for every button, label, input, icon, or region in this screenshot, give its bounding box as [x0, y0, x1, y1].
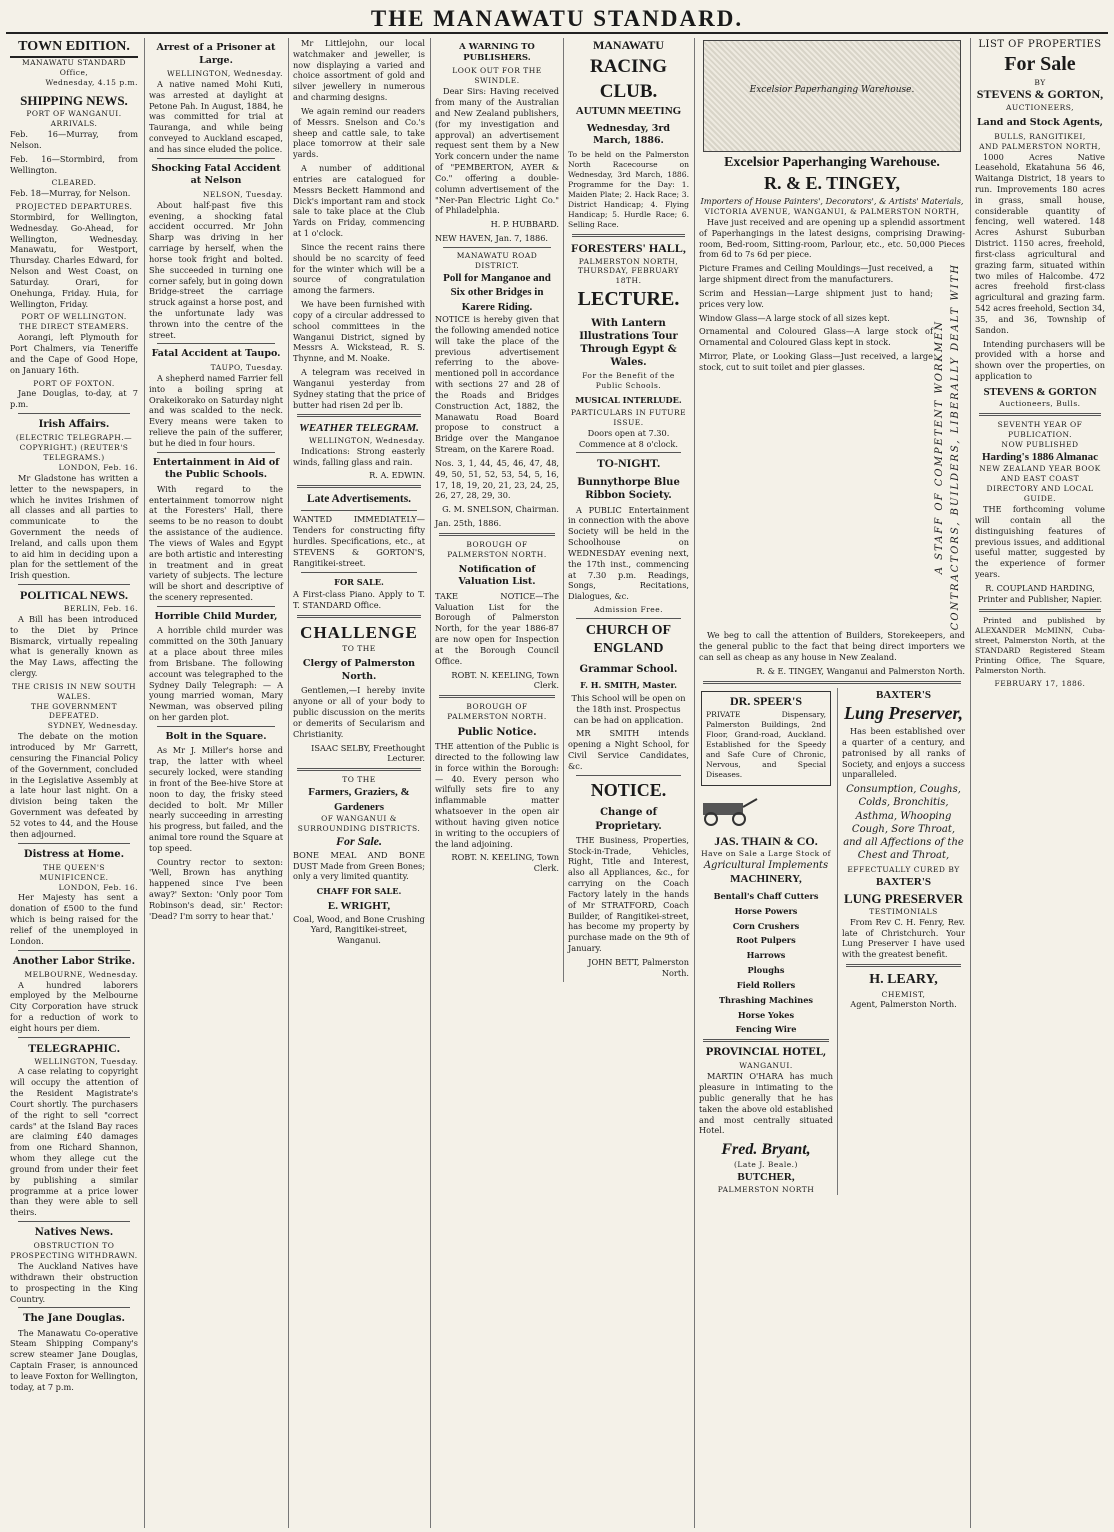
divider — [18, 413, 130, 414]
leary-agent: Agent, Palmerston North. — [850, 999, 957, 1010]
ribbon-heading: Bunnythorpe Blue Ribbon Society. — [577, 477, 680, 502]
divider — [576, 618, 681, 619]
port-wellington: PORT OF WELLINGTON. — [21, 312, 127, 322]
east-coast: AND EAST COAST DIRECTORY AND LOCAL GUIDE. — [986, 474, 1094, 504]
item-crushers: Corn Crushers — [732, 920, 800, 931]
taupo-heading: Fatal Accident at Taupo. — [151, 348, 281, 360]
irish-text: Mr Gladstone has written a letter to the newspapers, in which he invites Irishmen of all classes and all parties to communicate to the Government the needs of Ireland, and calls upon them to aid him in deciding upon a plan for the settlement of the Irish question. — [10, 472, 138, 581]
local-news: A number of additional entries are catalogued for Messrs Beckett Hammond and Dick's important ram and stock sale to take place at the Club Yards on Friday, commencing at 1 o'clock. — [293, 163, 425, 239]
divider — [18, 1037, 130, 1038]
strike-place: MELBOURNE, Wednesday. — [24, 969, 138, 979]
projected-text: Stormbird, for Wellington, Wednesday. Go-Ahead, for Wellington, Wednesday. Manawatu, for Westport, Thursday. Charles Edward, for Nelson and West Coast, on Saturday. Orari, for Onehunga, Friday. Huia, for Wellington, Friday. — [10, 212, 138, 309]
excelsior-heading: Excelsior Paperhanging Warehouse. — [724, 155, 940, 170]
column-2 — [144, 38, 287, 1528]
shocking-text: About half-past five this evening, a shocking fatal accident occurred. Mr John Sharp was driving in her carriage by herself, when the horse took fright and bolted. She succeeded in turning one corner safely, but in going down Bridge-street the carriage struck against a horse post, and the unfortunate lady was thrown into the centre of the street. — [149, 199, 283, 340]
office-line: MANAWATU STANDARD Office, — [21, 58, 127, 78]
list-heading: LIST OF PROPERTIES — [978, 39, 1102, 50]
weather-place: WELLINGTON, Wednesday. — [308, 435, 425, 445]
weather-text: Indications: Strong easterly winds, falling glass and rain. — [293, 445, 425, 467]
butcher-heading: BUTCHER, — [737, 1171, 795, 1184]
borough-heading: BOROUGH OF PALMERSTON NORTH. — [447, 539, 547, 559]
shocking-heading: Shocking Fatal Accident at Nelson — [151, 162, 281, 187]
divider — [979, 413, 1101, 416]
challenge-sub: Clergy of Palmerston North. — [302, 658, 416, 682]
now-published: NOW PUBLISHED — [1001, 440, 1079, 450]
tingey-goods — [699, 263, 933, 630]
entertainment-text: With regard to the entertainment tomorrow night at the Foresters' Hall, there seems to be no reason to doubt the assistance of the audience. The views of Wales and Egypt are both artistic and interesting in treatment and in great variety of subjects. The lecture will be short and descriptive of the scenery represented. — [149, 483, 283, 603]
provincial-text: MARTIN O'HARA has much pleasure in intimating to the public generally that he has taken the above old established and most centrally situated Hotel. — [699, 1071, 833, 1136]
newspaper-title: THE MANAWATU STANDARD. — [370, 6, 744, 31]
change-sign: JOHN BETT, Palmerston North. — [588, 956, 689, 978]
nz-year-book: NEW ZEALAND YEAR BOOK — [979, 464, 1101, 474]
irish-byline: (ELECTRIC TELEGRAPH.—COPYRIGHT.) (REUTER'S TELEGRAMS.) — [15, 433, 133, 463]
tingey-thanks: We beg to call the attention of Builders, Storekeepers, and the general public to the fact that being direct importers we can sell as cheap as any house in New Zealand. — [699, 630, 965, 663]
item-bentall: Bentall's Chaff Cutters — [713, 890, 819, 901]
auct2-label: Auctioneers, Bulls. — [999, 399, 1081, 409]
item-rollers: Field Rollers — [736, 979, 796, 990]
tingey-sign: R. & E. TINGEY, Wanganui and Palmerston North. — [756, 665, 965, 676]
chaff-text: Coal, Wood, and Bone Crushing Yard, Rangitikei-street, Wanganui. — [293, 913, 425, 946]
farmers-sale: For Sale. — [335, 833, 382, 848]
interlude: MUSICAL INTERLUDE. — [575, 395, 682, 406]
item-horse-powers: Horse Powers — [734, 905, 798, 916]
almanac-text: THE forthcoming volume will contain all the distinguishing features of previous issues, and additional useful matter, suggested by the experience of former years. — [975, 504, 1105, 580]
bryant-late: (Late J. Beale.) — [734, 1160, 798, 1170]
divider — [18, 584, 130, 585]
port-wanganui: PORT OF WANGANUI. — [26, 109, 122, 119]
divider — [157, 606, 275, 607]
shocking-place: NELSON, Tuesday. — [202, 189, 283, 199]
warning-sign: H. P. HUBBARD. — [490, 219, 559, 230]
engraving-caption: Excelsior Paperhanging Warehouse. — [749, 85, 915, 95]
testimonials-heading: TESTIMONIALS — [869, 906, 938, 916]
racing-title-2: RACING CLUB. — [589, 55, 668, 102]
public-sign: ROBT. N. KEELING, Town Clerk. — [451, 852, 559, 874]
native-sub: OBSTRUCTION TO PROSPECTING WITHDRAWN. — [10, 1241, 138, 1261]
divider — [846, 964, 961, 967]
arrival-line: Feb. 16—Murray, from Nelson. — [10, 129, 138, 150]
provincial-place: WANGANUI. — [739, 1061, 793, 1071]
borough2-heading: BOROUGH OF PALMERSTON NORTH. — [447, 702, 547, 722]
item-ploughs: Ploughs — [747, 965, 785, 976]
speer-ad — [701, 691, 831, 786]
property-list: 1000 Acres Native Leasehold, Ekatahuna 56 46, Waitanga District, 18 years to run. Improvements 180 acres in grass, small house, considerable quantity of fencing, well watered. 148 Acres Ashurst Suburban District. 1150 acres, freehold, first-class agricultural and grazing farm, situated within two miles of Halcombe. 472 acres freehold first-class agricultural and grazing farm. 542 acres freehold, Section 34, 35, and 36, Township of Sandon. — [975, 151, 1105, 335]
cleared-line: Feb. 18—Murray, for Nelson. — [10, 188, 131, 199]
road-heading: MANAWATU ROAD DISTRICT. — [456, 250, 538, 270]
native-heading: Natives News. — [34, 1227, 114, 1239]
harding-heading: Harding's 1886 Almanac — [981, 450, 1099, 463]
public-text: THE attention of the Public is directed to the following law in force within the Borough:— 40. Every person who wilfully sets fire to any inflammable matter whatsoever in the open air without having given notice in writing to the occupiers of the land adjoining. — [435, 741, 559, 849]
divider — [572, 234, 685, 237]
coupland-name: R. COUPLAND HARDING, — [985, 582, 1095, 593]
warning-heading: A WARNING TO PUBLISHERS. — [459, 42, 535, 64]
item-pulpers: Root Pulpers — [736, 935, 796, 946]
horrible-heading: Horrible Child Murder, — [154, 610, 278, 622]
warning-date: NEW HAVEN, Jan. 7, 1886. — [435, 232, 549, 243]
local-news: We again remind our readers of Messrs. Snelson and Co.'s sheep and cattle sale, to take place tomorrow at their sale yards. — [293, 105, 425, 160]
valuation-sign: ROBT. N. KEELING, Town Clerk. — [451, 669, 559, 691]
taupo-text: A shepherd named Farrier fell into a boiling spring at Orakeikorako on Saturday night and was scalded to the neck. Every means were taken to relieve the pain of the sufferer, but he died in four hours. — [149, 372, 283, 448]
warning-block — [431, 38, 564, 982]
port-foxton: PORT OF FOXTON. — [33, 378, 115, 388]
strike-text: A hundred laborers employed by the Melbourne City Corporation have struck for a reduction of work to eight hours per diem. — [10, 979, 138, 1033]
masthead-rule — [6, 32, 1108, 34]
weather-sign: R. A. EDWIN. — [369, 470, 425, 481]
change-heading: Change of Proprietary. — [595, 807, 662, 832]
divider — [297, 615, 421, 618]
lung-text: Has been established over a quarter of a century, and patronised by all ranks of Society, and enjoys a success unparalleled. — [842, 726, 965, 780]
testimonials-text: From Rev C. H. Fenry, Rev. late of Christchurch. Your Lung Preserver I have used with the greatest benefit. — [842, 916, 965, 960]
item-harrows: Harrows — [746, 950, 786, 961]
land-agents: Land and Stock Agents, — [977, 117, 1103, 129]
tonight-heading: TO-NIGHT. — [596, 456, 661, 471]
divider — [157, 452, 275, 453]
speer-heading: DR. SPEER'S — [729, 693, 803, 708]
poll-text: NOTICE is hereby given that the following amended notice will take the place of the previous advertisement referring to the above-mentioned poll in accordance with sections 27 and 28 of the Roads and Bridges Construction Act, 1882, the Manawatu Road Board propose to construct a Bridge over the Manganoe Stream, on the Karere Road. — [435, 314, 559, 455]
divider — [439, 695, 555, 698]
date-line: Wednesday, 4.15 p.m. — [45, 78, 138, 88]
provincial-heading: PROVINCIAL HOTEL, — [705, 1047, 827, 1059]
divider — [576, 452, 681, 453]
admission: Admission Free. — [593, 605, 664, 615]
night-school-text: MR SMITH intends opening a Night School, for Civil Service Candidates, &c. — [568, 728, 689, 771]
auctioneers-label: AUCTIONEERS, — [1005, 103, 1074, 113]
town-edition-heading: TOWN EDITION. — [10, 38, 138, 58]
column-4-top — [431, 38, 693, 982]
lecture-benefit: For the Benefit of the Public Schools. — [582, 371, 675, 391]
divider — [576, 775, 681, 776]
farmers-of: OF WANGANUI & SURROUNDING DISTRICTS. — [297, 814, 421, 834]
column-4 — [430, 38, 693, 1528]
arrival-line: Feb. 16—Stormbird, from Wellington. — [10, 153, 138, 175]
projected-label: PROJECTED DEPARTURES. — [15, 202, 133, 212]
divider — [703, 681, 961, 684]
paperhanging-engraving — [703, 40, 961, 152]
foxton-text: Jane Douglas, to-day, at 7 p.m. — [10, 388, 138, 410]
divider — [157, 343, 275, 344]
chaff-heading: CHAFF FOR SALE. — [316, 886, 402, 897]
divider — [18, 1307, 130, 1308]
particulars: PARTICULARS IN FUTURE ISSUE. — [570, 407, 687, 427]
warning-sub: LOOK OUT FOR THE SWINDLE. — [452, 66, 542, 86]
printer-line: Printer and Publisher, Napier. — [977, 593, 1103, 604]
firm-heading: STEVENS & GORTON, — [976, 87, 1104, 102]
church-heading: CHURCH OF ENGLAND — [585, 622, 672, 657]
racing-block — [564, 38, 693, 982]
goods-mirror: Mirror, Plate, or Looking Glass—Just received, a large stock, cut to suit toilet and pier glasses. — [699, 351, 933, 372]
local-news: A telegram was received in Wanganui yesterday from Sydney stating that the price of butter had risen 2d per lb. — [293, 367, 425, 410]
bulls-label: BULLS, RANGITIKEI, — [994, 131, 1086, 141]
imprint-date: FEBRUARY 17, 1886. — [994, 678, 1086, 688]
valuation-heading: Notification of Valuation List. — [458, 563, 536, 588]
divider — [439, 533, 555, 536]
foresters-sub: PALMERSTON NORTH, — [578, 256, 679, 266]
weather-heading: WEATHER TELEGRAM. — [299, 422, 419, 435]
distress-place: LONDON, Feb. 16. — [58, 882, 138, 892]
jane-text: The Manawatu Co-operative Steam Shipping Company's screw steamer Jane Douglas, Captain Fraser, is announced to leave Foxton for Wellington, today, at 7 p.m. — [10, 1327, 138, 1392]
baxter-block — [838, 688, 965, 1195]
column-3 — [288, 38, 429, 1528]
tingey-heading: R. & E. TINGEY, — [763, 173, 901, 194]
lung-heading: Lung Preserver, — [844, 703, 963, 724]
change-text: THE Business, Properties, Stock-in-Trade, Vehicles, Right, Title and Interest, also all Appliances, &c., for carrying on the Coach Factory lately in the hands of Mr STRATFORD, Coach Builder, of Rangitikei-street, has become my property by purchase made on the 9th of January. — [568, 834, 689, 954]
goods-scrim: Scrim and Hessian—Large shipment just to hand; prices very low. — [699, 287, 933, 309]
divider — [297, 768, 421, 771]
leary-heading: H. LEARY, — [869, 972, 938, 988]
racing-title-1: MANAWATU — [592, 38, 665, 52]
divider — [301, 572, 417, 573]
divider — [297, 485, 421, 488]
divider — [301, 510, 417, 511]
goods-glass: Window Glass—A large stock of all sizes kept. — [699, 312, 890, 323]
column-5 — [694, 38, 969, 1528]
tingey-text: Have just received and are opening up a splendid assortment of Paperhangings in the latest designs, comprising Drawing-room, Bed-room, Sitting-room, Parlour, etc., etc. 50,000 Pieces from 6d to 7s 6d per piece. — [699, 216, 965, 260]
firm2-heading: STEVENS & GORTON — [983, 385, 1097, 398]
poll-heading: Poll for Manganoe and Six other Bridges in Karere Riding. — [443, 271, 551, 313]
arrivals-label: ARRIVALS. — [50, 119, 98, 129]
speer-text: PRIVATE Dispensary, Palmerston Buildings, 2nd Floor, Grand-road, Auckland. Established for the Speedy and Safe Cure of Chronic, Nervous, and Special Diseases. — [706, 709, 826, 779]
thain-heading: JAS. THAIN & CO. — [714, 833, 818, 848]
seventh-year: SEVENTH YEAR OF PUBLICATION. — [997, 420, 1083, 440]
local-news: Since the recent rains there should be no scarcity of feed for the winter which will be a source of congratulation among the farmers. — [293, 241, 425, 296]
item-horse-yokes: Horse Yokes — [737, 1009, 795, 1020]
divider — [157, 158, 275, 159]
goods-frames: Picture Frames and Ceiling Mouldings—Just received, a large shipment direct from the manufacturers. — [699, 263, 933, 285]
shipping-heading: SHIPPING NEWS. — [20, 93, 128, 109]
crisis-heading: THE CRISIS IN NEW SOUTH WALES. — [11, 681, 137, 701]
taupo-place: TAUPO, Tuesday. — [210, 363, 283, 372]
direct-steamers: THE DIRECT STEAMERS. — [19, 322, 129, 332]
divider — [18, 843, 130, 844]
divider — [979, 609, 1101, 612]
crisis-sub: THE GOVERNMENT DEFEATED. — [30, 701, 118, 721]
divider — [703, 1039, 829, 1042]
thain-sub: Have on Sale a Large Stock of — [701, 849, 831, 859]
warning-text: Dear Sirs: Having received from many of the Australian and New Zealand publishers, (for my investigation and approval) an advertisement request sent them by a New York concern under the name of "PEMBERTON, AYER & Co." offering a double-column advertisement of the "Ner-Pan Electric Light Co." of Philadelphia. — [435, 86, 559, 216]
late-ads-heading: Late Advertisements. — [306, 493, 412, 506]
for-sale-heading: For Sale — [1004, 53, 1076, 76]
arrest-heading: Arrest of a Prisoner at Large. — [156, 42, 276, 66]
tele-text: A case relating to copyright will occupy the attention of the Resident Magistrate's Court shortly. The purchasers of the right to sell "correct cards" at the Island Bay races are claiming £40 damages from one Richard Shannon, whom they allege cut the ground from under their feet by publishing a similar programme at a price lower than they were able to sell theirs. — [10, 1066, 138, 1218]
tingey-list — [699, 263, 965, 630]
column-1 — [6, 38, 142, 1528]
church-text: This School will be open on the 18th inst. Prospectus can be had on application. — [571, 692, 686, 725]
tele-place: WELLINGTON, Tuesday. — [34, 1056, 138, 1066]
political-place: BERLIN, Feb. 16. — [63, 603, 138, 613]
page-columns — [6, 38, 1108, 1528]
machinery-heading: MACHINERY, — [730, 873, 802, 886]
challenge-heading: CHALLENGE — [300, 623, 418, 643]
baxter-heading: BAXTER'S — [875, 688, 932, 701]
challenge-sign: ISAAC SELBY, Freethought Lecturer. — [311, 742, 425, 764]
late-ad: WANTED IMMEDIATELY—Tenders for constructing fifty hurdles. Specifications, etc., at STEVENS & GORTON'S, Rangitikei-street. — [293, 514, 425, 568]
lung-pres-heading: LUNG PRESERVER — [843, 890, 964, 906]
column-6 — [970, 38, 1109, 1528]
baxter2-heading: BAXTER'S — [875, 876, 932, 889]
thain-ag: Agricultural Implements — [703, 860, 829, 872]
divider — [18, 1221, 130, 1222]
poll-sign: G. M. SNELSON, Chairman. — [442, 504, 559, 515]
challenge-to: TO THE — [342, 644, 376, 654]
public-heading: Public Notice. — [457, 726, 537, 738]
divider — [443, 247, 551, 248]
telegraphic-heading: TELEGRAPHIC. — [28, 1040, 120, 1055]
poll-nos: Nos. 3, 1, 44, 45, 46, 47, 48, 49, 50, 51, 52, 53, 54, 5, 16, 17, 18, 19, 20, 21, 23, 24, 25, 26, 27, 28, 29, 30. — [435, 457, 559, 501]
imprint-text: Printed and published by ALEXANDER McMINN, Cuba-street, Palmerston North, at the STANDARD Registered Steam Printing Office, The Square, Palmerston North. — [975, 615, 1105, 675]
chemist-label: CHEMIST, — [881, 989, 926, 999]
intending-text: Intending purchasers will be provided with a horse and shown over the properties, on application to — [975, 338, 1105, 382]
challenge-text: Gentlemen,—I hereby invite anyone or all of your body to public discussion on the merits or demerits of Secularism and Christianity. — [293, 685, 425, 739]
irish-place: LONDON, Feb. 16. — [58, 462, 138, 472]
distress-text: Her Majesty has sent a donation of £500 to the fund which is being raised for the relief of the unemployed in London. — [10, 892, 138, 946]
notice-heading: NOTICE. — [590, 779, 667, 800]
distress-sub: THE QUEEN'S MUNIFICENCE. — [39, 862, 109, 882]
foresters-date: THURSDAY, FEBRUARY 18TH. — [577, 266, 680, 286]
native-text: The Auckland Natives have withdrawn their obstruction to prospecting in the King Country. — [10, 1261, 138, 1304]
forsale-text: A First-class Piano. Apply to T. T. STANDARD Office. — [293, 589, 425, 611]
political-text: A Bill has been introduced to the Diet by Prince Bismarck, virtually repealing what is generally known as the May Laws, affecting the clergy. — [10, 613, 138, 678]
strike-heading: Another Labor Strike. — [12, 955, 136, 967]
farmers-text: BONE MEAL AND BONE DUST Made from Green Bones; only a very limited quantity. — [293, 849, 425, 882]
contractors-vertical: CONTRACTORS, BUILDERS, LIBERALLY DEALT WITH — [950, 263, 961, 631]
racing-date: Wednesday, 3rd March, 1886. — [586, 122, 671, 147]
bolt-text: As Mr J. Miller's horse and trap, the latter with wheel securely locked, were standing in front of the Bee-hive Store at noon to day, the frisky steed decided to bolt. Mr Miller nearly succeeding in arresting his progress, but failed, and the animal tore round the Square at top speed. — [149, 745, 284, 853]
importers-line: Importers of House Painters', Decorators', & Artists' Materials, — [700, 196, 964, 207]
item-thrashing: Thrashing Machines — [718, 994, 814, 1005]
master-line: F. H. SMITH, Master. — [580, 680, 677, 691]
farmers-to: TO THE — [342, 775, 376, 785]
forsale-heading: FOR SALE. — [334, 576, 384, 587]
local-news: We have been furnished with copy of a circular addressed to school committees in the Wanganui District, signed by Messrs A. Wickstead, R. S. Thynne, and M. Noake. — [293, 299, 425, 364]
chaff-sign: E. WRIGHT, — [327, 900, 391, 913]
bryant-heading: Fred. Bryant, — [721, 1141, 811, 1159]
arrest-text: A native named Mohi Kuti, was arrested at daylight at Petone Pah. In August, 1884, he was committed for trial at Tauranga, and while being conveyed to Auckland escaped, and has since eluded the police. — [149, 78, 283, 154]
bryant-place: PALMERSTON NORTH — [717, 1184, 815, 1194]
wellington-text: Aorangi, left Plymouth for Port Chalmers, via Teneriffe and the Cape of Good Hope, on January 16th. — [10, 332, 138, 375]
crisis-place: SYDNEY, Wednesday. — [47, 721, 138, 731]
racing-sub: AUTUMN MEETING — [575, 104, 682, 117]
jane-heading: The Jane Douglas. — [23, 1313, 125, 1325]
bolt-heading: Bolt in the Square. — [165, 730, 267, 742]
tingey-address: VICTORIA AVENUE, WANGANUI, & PALMERSTON NORTH, — [704, 207, 960, 217]
lecture-heading: LECTURE. — [577, 288, 680, 311]
divider — [157, 726, 275, 727]
racing-text: To be held on the Palmerston North Racecourse on Wednesday, 3rd March, 1886. Programme for the Day: 1. Maiden Plate; 2. Hack Race; 3. District Handicap; 4. Flying Handicap; 5. Hurdle Race; 6. Selling Race. — [568, 149, 689, 229]
farmers-heading: Farmers, Graziers, & Gardeners — [308, 786, 410, 813]
lecture-sub: With Lantern Illustrations Tour Through Egypt & Wales. — [579, 317, 678, 369]
divider — [18, 950, 130, 951]
consumption-text: Consumption, Coughs, Colds, Bronchitis, Asthma, Whooping Cough, Sore Throat, and all Affections of the Chest and Throat, — [843, 784, 964, 862]
speer-thain-block — [699, 688, 838, 1195]
poll-date: Jan. 25th, 1886. — [435, 518, 502, 529]
country-text: Country rector to sexton: 'Well, Brown has anything happened since I've been away?' Sexton: 'Only poor Tom Robinson's dead, sir.' Rector: 'Dead? I'm sorry to hear that.' — [149, 856, 283, 921]
distress-heading: Distress at Home. — [23, 848, 125, 860]
foresters-heading: FORESTERS' HALL, — [571, 240, 686, 255]
ribbon-text: A PUBLIC Entertainment in connection with the above Society will be held in the Schoolhouse on WEDNESDAY evening next, the 17th inst., commencing at 7.30 p.m. Readings, Songs, Recitations, Dialogues, &c. — [568, 504, 689, 602]
masthead — [0, 0, 1114, 30]
horrible-text: A horrible child murder was committed on the 30th January at a place about three miles from Brisbane. The following account was telegraphed to the Sydney Daily Telegraph: — A young married woman, Mary Newman, was observed piling on her garden plot. — [149, 625, 283, 723]
crisis-text: The debate on the motion introduced by Mr Garrett, censuring the Financial Policy of the Government, concluded in the Legislative Assembly at a late hour last night. On a division being taken the Government was defeated by 52 votes to 44, and the House then adjourned. — [10, 731, 138, 839]
irish-heading: Irish Affairs. — [38, 419, 110, 431]
by-label: BY — [1034, 77, 1046, 87]
valuation-text: TAKE NOTICE—The Valuation List for the Borough of Palmerston North, for the year 1886-87 are now open for Inspection at the Borough Council Office. — [435, 590, 559, 666]
column-5-lower — [699, 688, 965, 1195]
goods-ornamental: Ornamental and Coloured Glass—A large stock of Ornamental and Coloured Glass kept in stock. — [699, 326, 933, 348]
effectually: EFFECTUALLY CURED BY — [847, 865, 960, 875]
grammar-heading: Grammar School. — [579, 663, 678, 675]
local-news: Mr Littlejohn, our local watchmaker and jeweller, is now displaying a varied and choice assortment of gold and silver jewellery in numerous and charming designs. — [293, 38, 425, 103]
political-heading: POLITICAL NEWS. — [19, 588, 129, 603]
item-fencing: Fencing Wire — [735, 1024, 797, 1035]
staff-vertical: A STAFF OF COMPETENT WORKMEN — [934, 319, 945, 575]
divider — [297, 414, 421, 417]
pn-label: AND PALMERSTON NORTH, — [979, 141, 1101, 151]
arrest-place: WELLINGTON, Wednesday. — [166, 69, 283, 79]
cleared-label: CLEARED. — [51, 178, 97, 188]
plough-illustration — [699, 793, 759, 827]
entertainment-heading: Entertainment in Aid of the Public Schools. — [152, 456, 280, 481]
doors: Doors open at 7.30. Commence at 8 o'clock. — [579, 427, 678, 449]
